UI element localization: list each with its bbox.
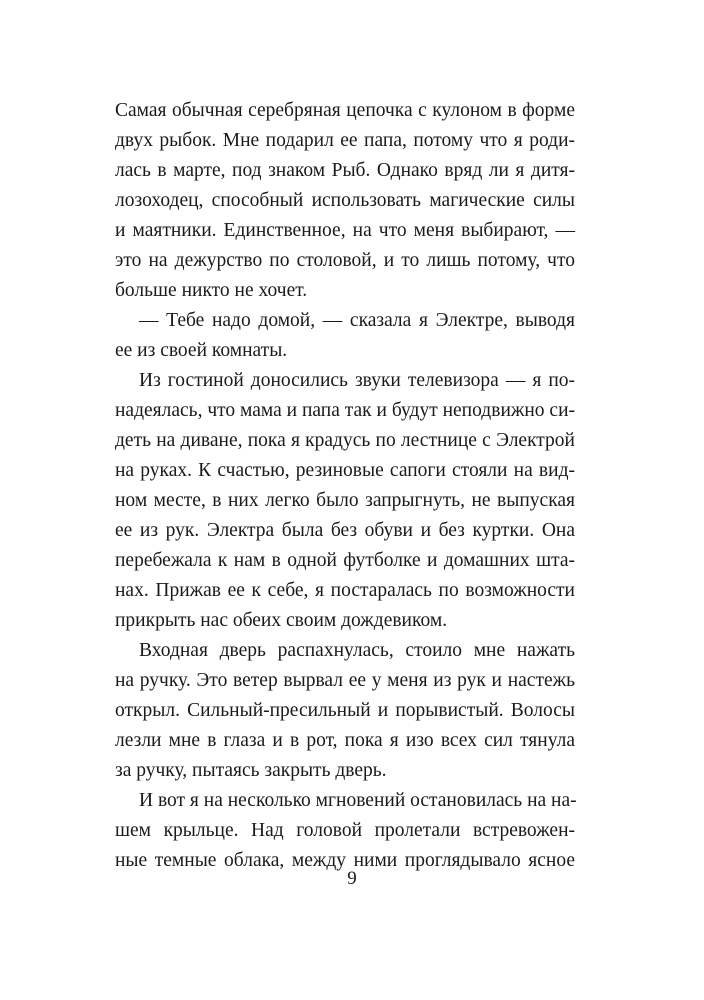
text-line: и маятники. Единственное, на что меня выбирают, —: [115, 220, 575, 241]
text-line: открыл. Сильный-пресильный и порывистый. Волосы: [115, 700, 575, 721]
text-line: ее из своей комнаты.: [115, 340, 288, 361]
text-line: на ручку. Это ветер вырвал ее у меня из рук и настежь: [115, 670, 575, 691]
text-line: лась в марте, под знаком Рыб. Однако вряд ли я дитя-: [115, 160, 575, 181]
text-line: — Тебе надо домой, — сказала я Электре, выводя: [139, 310, 575, 331]
text-line: лозоходец, способный использовать магические силы: [115, 190, 575, 211]
text-line: лезли мне в глаза и в рот, пока я изо всех сил тянула: [115, 730, 575, 751]
text-line: Из гостиной доносились звуки телевизора — я по-: [139, 370, 575, 391]
page-text: [115, 96, 575, 876]
text-line: двух рыбок. Мне подарил ее папа, потому что я роди-: [115, 130, 575, 151]
text-line: это на дежурство по столовой, и то лишь потому, что: [115, 250, 575, 271]
text-line: нах. Прижав ее к себе, я постаралась по возможности: [115, 580, 575, 601]
page-number: 9: [347, 868, 357, 889]
text-line: И вот я на несколько мгновений остановилась на на-: [139, 790, 577, 811]
text-line: прикрыть нас обеих своим дождевиком.: [115, 610, 448, 631]
text-line: ные темные облака, между ними проглядывало ясное: [115, 850, 575, 871]
text-line: ном месте, в них легко было запрыгнуть, не выпуская: [115, 490, 575, 511]
text-line: надеялась, что мама и папа так и будут неподвижно си-: [115, 400, 575, 421]
text-line: перебежала к нам в одной футболке и домашних шта-: [115, 550, 575, 571]
text-line: больше никто не хочет.: [115, 280, 308, 301]
text-line: Самая обычная серебряная цепочка с кулоном в форме: [115, 100, 575, 121]
text-line: шем крыльце. Над головой пролетали встревожен-: [115, 820, 575, 841]
text-line: деть на диване, пока я крадусь по лестнице с Электрой: [115, 430, 575, 451]
text-line: за ручку, пытаясь закрыть дверь.: [115, 760, 387, 781]
text-line: ее из рук. Электра была без обуви и без куртки. Она: [115, 520, 575, 541]
text-line: на руках. К счастью, резиновые сапоги стояли на вид-: [115, 460, 575, 481]
text-line: Входная дверь распахнулась, стоило мне нажать: [139, 640, 575, 661]
